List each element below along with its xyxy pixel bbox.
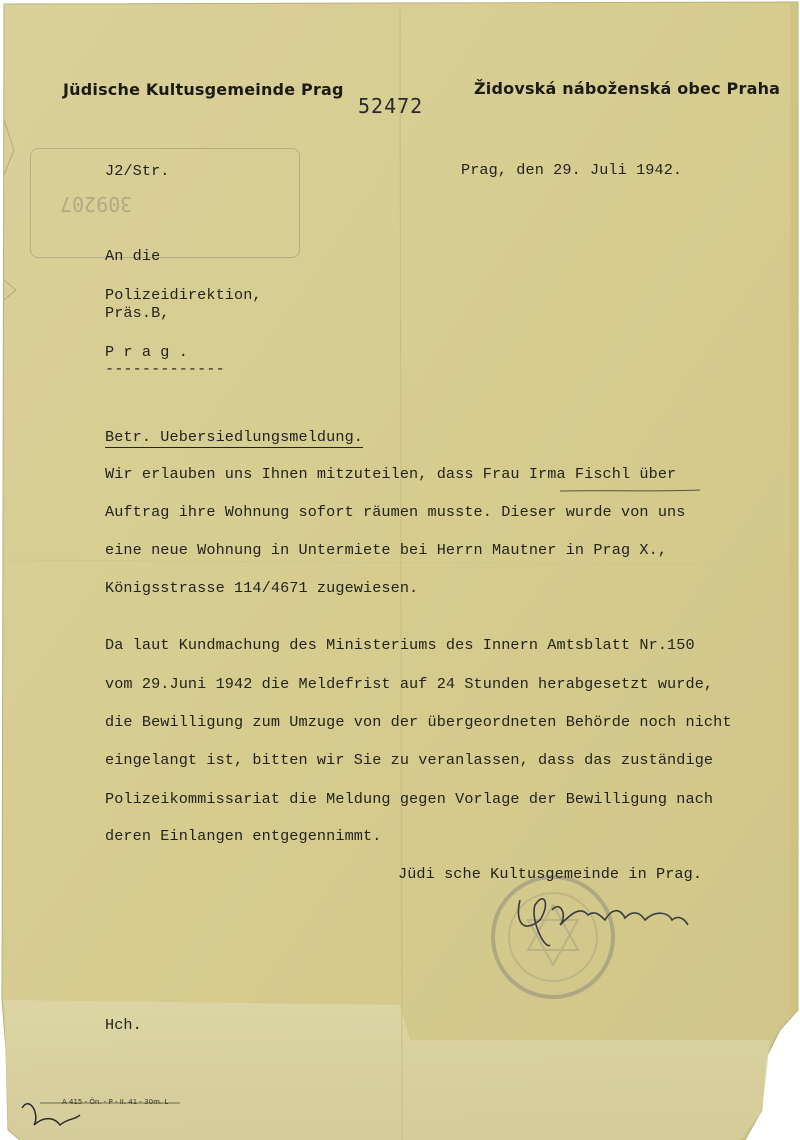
letterhead-right: Židovská náboženská obec Praha xyxy=(474,79,781,98)
address-line-1: An die xyxy=(105,247,161,265)
paragraph1-line: Auftrag ihre Wohnung sofort räumen musste. Dieser wurde von uns xyxy=(105,503,686,521)
paragraph2-line: Da laut Kundmachung des Ministeriums des Innern Amtsblatt Nr.150 xyxy=(105,636,695,654)
address-line-2: Polizeidirektion, xyxy=(105,286,262,304)
faint-stamp-number: 309207 xyxy=(60,192,133,216)
address-line-3: Präs.B, xyxy=(105,304,170,322)
registration-number: 52472 xyxy=(358,94,424,118)
paragraph2-line: vom 29.Juni 1942 die Meldefrist auf 24 Stunden herabgesetzt wurde, xyxy=(105,675,714,693)
date-line: Prag, den 29. Juli 1942. xyxy=(461,161,683,179)
paragraph2-line: die Bewilligung zum Umzuge von der übergeordneten Behörde noch nicht xyxy=(105,713,732,731)
closing-line: Jüdi sche Kultusgemeinde in Prag. xyxy=(398,865,703,883)
paragraph1-line: Wir erlauben uns Ihnen mitzuteilen, dass Frau Irma Fischl über xyxy=(105,465,677,483)
reference-code: J2/Str. xyxy=(105,162,170,180)
footer-print-code: A 415 - Ön. - P - II. 41 - 30m. L xyxy=(62,1098,169,1106)
subject-text: Betr. Uebersiedlungsmeldung. xyxy=(105,428,363,446)
letterhead-left: Jüdische Kultusgemeinde Prag xyxy=(63,80,344,99)
address-line-4: P r a g . xyxy=(105,343,188,361)
initials: Hch. xyxy=(105,1016,142,1034)
address-underline: ------------- xyxy=(105,360,225,378)
paragraph2-line: deren Einlangen entgegennimmt. xyxy=(105,827,382,845)
paragraph1-line: Königsstrasse 114/4671 zugewiesen. xyxy=(105,579,419,597)
paragraph1-line: eine neue Wohnung in Untermiete bei Herrn Mautner in Prag X., xyxy=(105,541,668,559)
paragraph2-line: Polizeikommissariat die Meldung gegen Vorlage der Bewilligung nach xyxy=(105,790,714,808)
subject-line xyxy=(105,428,363,446)
paragraph2-line: eingelangt ist, bitten wir Sie zu veranlassen, dass das zuständige xyxy=(105,751,714,769)
